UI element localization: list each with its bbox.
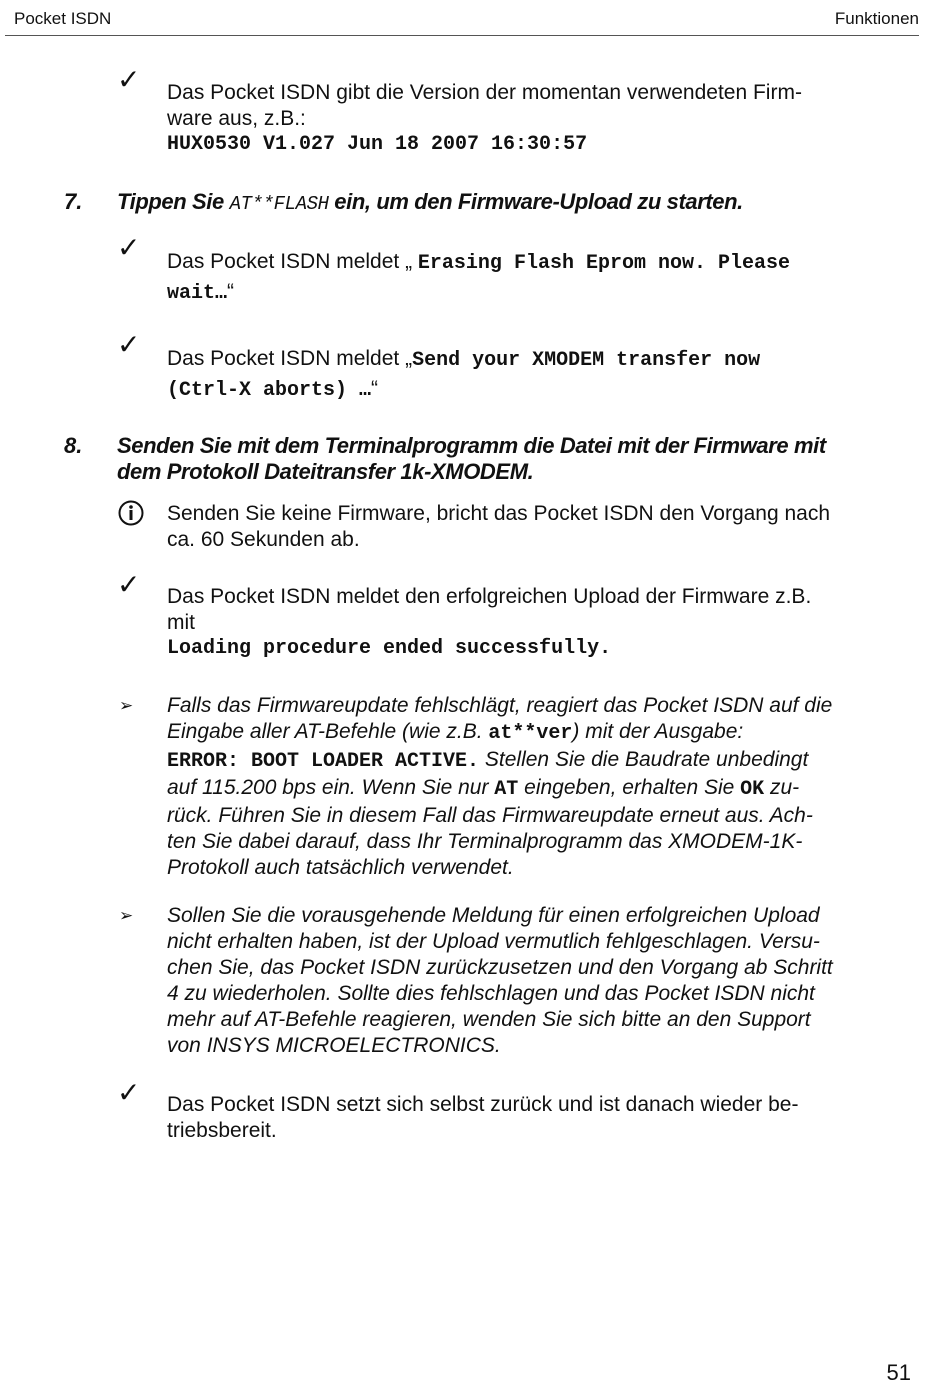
info-text: ca. 60 Sekunden ab.	[167, 528, 360, 551]
checkmark-icon: ✓	[117, 1077, 141, 1108]
command-code: AT	[494, 778, 519, 801]
checkmark-icon: ✓	[117, 329, 141, 360]
code-output: Erasing Flash Eprom now. Please	[417, 252, 790, 275]
page-number: 51	[886, 1360, 911, 1385]
step-text: Senden Sie mit dem Terminalprogramm die Datei mit der Firmware mit	[117, 433, 826, 458]
note-text: zu-	[764, 776, 800, 799]
result-text: Das Pocket ISDN gibt die Version der momentan verwendeten Firm-	[167, 81, 802, 104]
result-text: ware aus, z.B.:	[167, 107, 306, 130]
result-text: Das Pocket ISDN meldet „	[167, 347, 413, 370]
note-text: chen Sie, das Pocket ISDN zurückzusetzen und den Vorgang ab Schritt	[167, 956, 833, 979]
response-code: OK	[740, 778, 765, 801]
header-title: Pocket ISDN	[14, 9, 112, 28]
note-text: ) mit der Ausgabe:	[572, 720, 744, 743]
result-text: “	[371, 377, 379, 400]
result-text: Das Pocket ISDN meldet „	[167, 250, 418, 273]
note-text: Sollen Sie die vorausgehende Meldung für einen erfolgreichen Upload	[167, 904, 820, 927]
header-divider	[5, 35, 919, 36]
error-code: ERROR: BOOT LOADER ACTIVE.	[167, 750, 480, 773]
note-text: von INSYS MICROELECTRONICS.	[167, 1034, 501, 1057]
note-text: mehr auf AT-Befehle reagieren, wenden Sie sich bitte an den Support	[167, 1008, 811, 1031]
step-text: dem Protokoll Dateitransfer 1k-XMODEM.	[117, 459, 534, 484]
note-text: nicht erhalten haben, ist der Upload vermutlich fehlgeschlagen. Versu-	[167, 930, 820, 953]
info-icon	[117, 499, 147, 532]
note-text: Protokoll auch tatsächlich verwendet.	[167, 856, 514, 879]
step-text: Tippen Sie	[117, 189, 230, 214]
code-output: Loading procedure ended successfully.	[167, 637, 612, 660]
note-text: 4 zu wiederholen. Sollte dies fehlschlagen und das Pocket ISDN nicht	[167, 982, 815, 1005]
result-text: triebsbereit.	[167, 1119, 277, 1142]
result-text: Das Pocket ISDN setzt sich selbst zurück und ist danach wieder be-	[167, 1093, 799, 1116]
code-output: (Ctrl-X aborts) …	[167, 379, 372, 402]
note-text: rück. Führen Sie in diesem Fall das Firmwareupdate erneut aus. Ach-	[167, 804, 813, 827]
code-output: HUX0530 V1.027 Jun 18 2007 16:30:57	[167, 133, 588, 156]
checkmark-icon: ✓	[117, 64, 141, 95]
code-output: Send your XMODEM transfer now	[412, 349, 761, 372]
note-text: ten Sie dabei darauf, dass Ihr Terminalprogramm das XMODEM-1K-	[167, 830, 803, 853]
result-text: Das Pocket ISDN meldet den erfolgreichen Upload der Firmware z.B.	[167, 585, 812, 608]
note-text: Falls das Firmwareupdate fehlschlägt, reagiert das Pocket ISDN auf die	[167, 694, 833, 717]
header-section: Funktionen	[834, 9, 919, 28]
result-text: mit	[167, 611, 195, 634]
command-code: at**ver	[488, 722, 573, 745]
checkmark-icon: ✓	[117, 569, 141, 600]
step-number: 7.	[64, 189, 83, 214]
result-text: “	[227, 280, 235, 303]
step-number: 8.	[64, 433, 83, 458]
code-output: wait…	[167, 282, 228, 305]
arrow-bullet-icon: ➢	[119, 906, 134, 925]
note-text: eingeben, erhalten Sie	[518, 776, 741, 799]
checkmark-icon: ✓	[117, 232, 141, 263]
info-text: Senden Sie keine Firmware, bricht das Pocket ISDN den Vorgang nach	[167, 502, 831, 525]
note-text: auf 115.200 bps ein. Wenn Sie nur	[167, 776, 495, 799]
note-text: Stellen Sie die Baudrate unbedingt	[479, 748, 809, 771]
arrow-bullet-icon: ➢	[119, 696, 134, 715]
command-code: AT**FLASH	[229, 193, 329, 215]
note-text: Eingabe aller AT-Befehle (wie z.B.	[167, 720, 489, 743]
step-text: ein, um den Firmware-Upload zu starten.	[328, 189, 743, 214]
